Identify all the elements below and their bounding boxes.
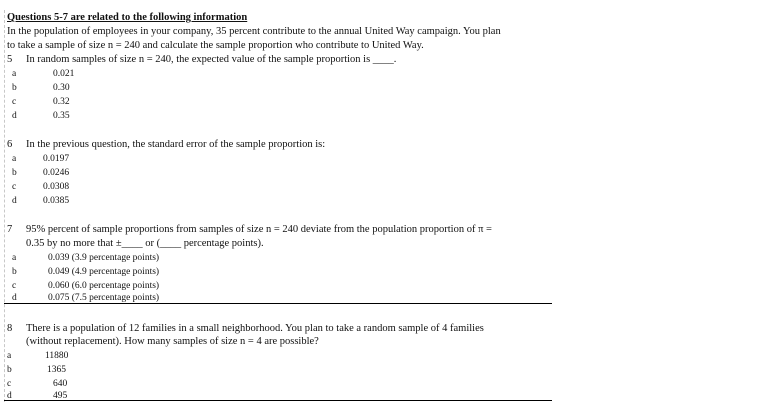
option-text: 0.0246 [43,168,70,178]
section-heading: Questions 5-7 are related to the following information [7,12,248,23]
question-number-5: 5 [7,54,13,65]
option-letter: c [7,379,12,389]
option-letter: d [12,196,17,206]
option-text: 0.35 [53,111,70,121]
option-text: 11880 [45,351,69,361]
option-text: 0.0385 [43,196,70,206]
separator-rule [4,400,552,401]
question-text-7-line-2: 0.35 by no more that ±____ or (____ percentage points). [26,238,264,249]
cell-gridline [4,10,5,402]
intro-line-2: to take a sample of size n = 240 and calculate the sample proportion who contribute to United Way. [7,40,424,51]
question-text-7-line-1: 95% percent of sample proportions from samples of size n = 240 deviate from the population proportion of π = [26,224,492,235]
question-number-7: 7 [7,224,13,235]
option-letter: d [12,111,17,121]
question-number-8: 8 [7,323,13,334]
option-letter: b [12,168,17,178]
option-text: 0.021 [53,69,75,79]
option-letter: a [12,69,17,79]
intro-line-1: In the population of employees in your company, 35 percent contribute to the annual United Way campaign. You plan [7,26,501,37]
option-letter: b [12,83,17,93]
question-text-8-line-2: (without replacement). How many samples of size n = 4 are possible? [26,336,319,347]
option-text: 1365 [47,365,66,375]
option-letter: b [7,365,12,375]
option-letter: d [7,391,12,401]
option-text: 0.32 [53,97,70,107]
option-text: 495 [53,391,68,401]
option-text: 0.060 (6.0 percentage points) [48,281,160,291]
option-letter: c [12,182,17,192]
option-letter: a [12,154,17,164]
question-text-8-line-1: There is a population of 12 families in a small neighborhood. You plan to take a random sample of 4 families [26,323,484,334]
option-letter: c [12,281,17,291]
option-text: 0.0308 [43,182,70,192]
question-number-6: 6 [7,139,13,150]
option-text: 0.049 (4.9 percentage points) [48,267,160,277]
option-text: 0.039 (3.9 percentage points) [48,253,160,263]
separator-rule [4,303,552,304]
option-letter: d [12,293,17,303]
option-letter: a [7,351,12,361]
option-text: 0.0197 [43,154,70,164]
option-letter: b [12,267,17,277]
option-letter: a [12,253,17,263]
question-text-6: In the previous question, the standard error of the sample proportion is: [26,139,326,150]
option-text: 640 [53,379,68,389]
option-letter: c [12,97,17,107]
question-text-5: In random samples of size n = 240, the expected value of the sample proportion is ____. [26,54,397,65]
option-text: 0.30 [53,83,70,93]
option-text: 0.075 (7.5 percentage points) [48,293,160,303]
